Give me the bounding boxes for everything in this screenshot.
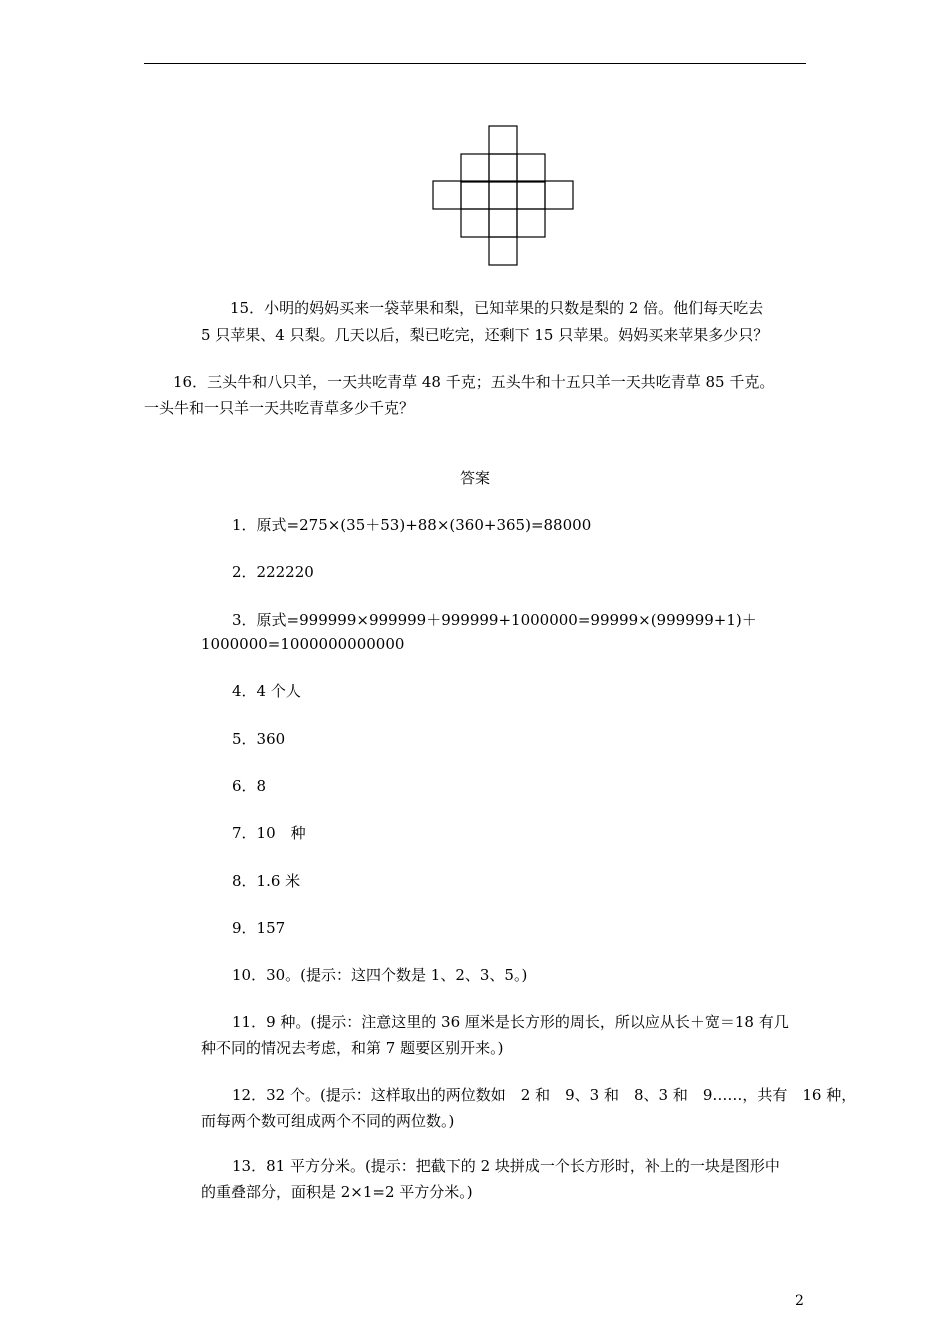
answer-5: 5．360 (232, 730, 286, 748)
answer-13-line1: 13．81 平方分米。(提示：把截下的 2 块拼成一个长方形时，补上的一块是图形中 (232, 1157, 780, 1175)
grid-cell (489, 237, 517, 265)
diamond-grid-figure (0, 0, 950, 280)
answer-13-line2: 的重叠部分，面积是 2×1=2 平方分米。) (201, 1183, 473, 1201)
problem-16-line1: 16．三头牛和八只羊，一天共吃青草 48 千克；五头牛和十五只羊一天共吃青草 85 千克。 (173, 373, 775, 391)
answer-3-line2: 1000000=1000000000000 (201, 635, 405, 653)
answer-12-line1: 12．32 个。(提示：这样取出的两位数如 2 和 9、3 和 8、3 和 9……，共有 16 种， (232, 1086, 857, 1104)
answer-4: 4．4 个人 (232, 682, 301, 700)
grid-cell (489, 126, 517, 154)
answer-12-line2: 而每两个数可组成两个不同的两位数。) (201, 1112, 455, 1130)
problem-16-line2: 一头牛和一只羊一天共吃青草多少千克？ (144, 399, 415, 417)
answer-7: 7．10 种 (232, 824, 306, 842)
answer-3-line1: 3．原式=999999×999999＋999999+1000000=99999×(999999+1)＋ (232, 611, 757, 629)
problem-15-line1: 15．小明的妈妈买来一袋苹果和梨，已知苹果的只数是梨的 2 倍。他们每天吃去 (230, 299, 764, 317)
grid-cell (517, 154, 545, 182)
grid-cell (433, 181, 461, 209)
answer-9: 9．157 (232, 919, 286, 937)
answer-6: 6．8 (232, 777, 267, 795)
answers-heading: 答案 (459, 469, 490, 487)
answer-2: 2．222220 (232, 563, 314, 581)
answer-11-line1: 11．9 种。(提示：注意这里的 36 厘米是长方形的周长，所以应从长＋宽＝18 有几 (232, 1013, 789, 1031)
grid-cell (489, 154, 517, 182)
answer-11-line2: 种不同的情况去考虑，和第 7 题要区别开来。) (201, 1039, 504, 1057)
grid-cell (517, 181, 545, 209)
problem-15-line2: 5 只苹果、4 只梨。几天以后，梨已吃完，还剩下 15 只苹果。妈妈买来苹果多少只？ (201, 326, 769, 344)
grid-cell (461, 181, 489, 209)
grid-cell (461, 209, 489, 237)
grid-cell (461, 154, 489, 182)
answer-8: 8．1.6 米 (232, 872, 301, 890)
answer-10: 10．30。(提示：这四个数是 1、2、3、5。) (232, 966, 528, 984)
page-number: 2 (795, 1293, 804, 1309)
grid-cell (517, 209, 545, 237)
grid-cell (545, 181, 573, 209)
answer-1: 1．原式=275×(35＋53)+88×(360+365)=88000 (232, 516, 592, 534)
grid-cell (489, 181, 517, 209)
grid-cell (489, 209, 517, 237)
